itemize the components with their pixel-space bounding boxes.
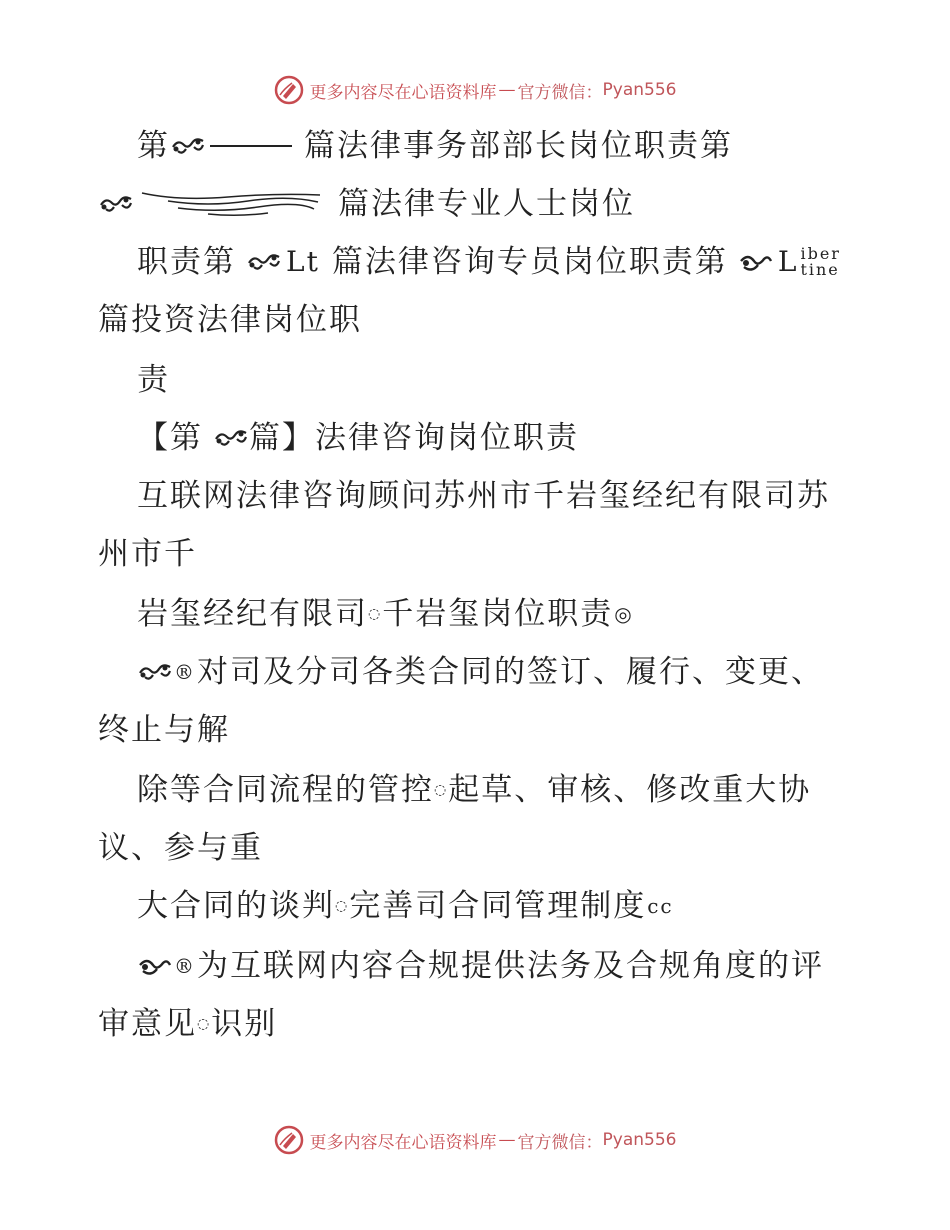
text-line bbox=[137, 946, 850, 986]
small-circle-icon: ◌ bbox=[197, 1016, 212, 1032]
small-circle-icon: ◌ bbox=[335, 898, 350, 914]
pen-logo-icon bbox=[274, 75, 304, 105]
text-line bbox=[98, 300, 850, 340]
text-line bbox=[137, 360, 850, 400]
watermark-account: Pyan556 bbox=[602, 80, 677, 100]
fleuron-ornament-icon bbox=[738, 249, 774, 275]
text-line bbox=[137, 594, 850, 634]
circled-mark-glyph: ® bbox=[174, 954, 196, 978]
text-fragment: 对司及分司各类合同的签订、履行、变更、 bbox=[197, 654, 824, 690]
circled-mark-glyph: ® bbox=[174, 660, 196, 684]
watermark-separator: — bbox=[498, 1130, 516, 1150]
text-fragment: 州市千 bbox=[98, 536, 197, 572]
text-fragment: 职责第 bbox=[137, 244, 236, 280]
ligature-bottom: tine bbox=[800, 260, 840, 279]
text-fragment: 千岩玺岗位职责 bbox=[382, 596, 614, 632]
pen-logo-icon bbox=[274, 1125, 304, 1155]
text-line bbox=[98, 1004, 850, 1044]
text-fragment: 为互联网内容合规提供法务及合规角度的评 bbox=[197, 948, 824, 984]
ligature-glyph: Lt bbox=[286, 245, 320, 278]
text-line bbox=[98, 534, 850, 574]
text-fragment: 大合同的谈判 bbox=[137, 888, 335, 924]
text-fragment: 【第 bbox=[137, 420, 203, 456]
watermark-top bbox=[0, 74, 950, 106]
watermark-brand: 更多内容尽在心语资料库 bbox=[309, 82, 497, 103]
ligature-top: iber bbox=[800, 244, 841, 263]
watermark-label: 官方微信： bbox=[517, 82, 603, 103]
text-fragment: 篇法律事务部部长岗位职责第 bbox=[304, 128, 733, 164]
text-line bbox=[137, 770, 850, 810]
text-fragment: 篇】法律咨询岗位职责 bbox=[249, 420, 579, 456]
text-fragment: 起草、审核、修改重大协 bbox=[448, 772, 812, 808]
text-fragment: 完善司合同管理制度 bbox=[349, 888, 647, 924]
fleuron-ornament-icon bbox=[246, 249, 282, 275]
text-fragment: 篇投资法律岗位职 bbox=[98, 302, 362, 338]
text-fragment: 岩玺经纪有限司 bbox=[137, 596, 368, 632]
text-line bbox=[137, 652, 850, 692]
wavy-lines-ornament-icon bbox=[138, 189, 324, 219]
text-fragment: 除等合同流程的管控 bbox=[137, 772, 434, 808]
fleuron-ornament-icon bbox=[137, 953, 173, 979]
text-line bbox=[137, 126, 850, 166]
text-line bbox=[98, 710, 850, 750]
fleuron-ornament-icon bbox=[137, 659, 173, 685]
ligature-glyph: L bbox=[777, 245, 799, 278]
circled-mark-glyph: cc bbox=[647, 894, 674, 918]
text-line bbox=[137, 242, 850, 282]
dash-rule bbox=[210, 145, 292, 147]
watermark-account: Pyan556 bbox=[602, 1130, 677, 1150]
text-fragment: 终止与解 bbox=[98, 712, 230, 748]
watermark-brand: 更多内容尽在心语资料库 bbox=[309, 1132, 497, 1153]
text-line bbox=[98, 184, 850, 224]
text-fragment: 责 bbox=[137, 362, 170, 398]
small-circle-icon: ◌ bbox=[434, 782, 449, 798]
watermark-bottom bbox=[0, 1124, 950, 1156]
text-line bbox=[137, 476, 850, 516]
watermark-label: 官方微信： bbox=[517, 1132, 603, 1153]
section-heading bbox=[137, 418, 850, 458]
text-fragment: 识别 bbox=[211, 1006, 278, 1042]
text-fragment: 篇法律专业人士岗位 bbox=[338, 186, 635, 222]
text-fragment: 审意见 bbox=[98, 1006, 197, 1042]
circle-glyph: ◎ bbox=[614, 602, 634, 626]
text-line bbox=[137, 886, 850, 926]
text-fragment: 篇法律咨询专员岗位职责第 bbox=[331, 244, 728, 280]
fleuron-ornament-icon bbox=[213, 425, 249, 451]
text-fragment: 互联网法律咨询顾问苏州市千岩玺经纪有限司苏 bbox=[137, 478, 830, 514]
text-fragment: 第 bbox=[137, 128, 170, 164]
text-fragment: 议、参与重 bbox=[98, 830, 263, 866]
text-line bbox=[98, 828, 850, 868]
fleuron-ornament-icon bbox=[170, 133, 206, 159]
fleuron-ornament-icon bbox=[98, 191, 134, 217]
small-circle-icon: ◌ bbox=[368, 606, 383, 622]
watermark-separator: — bbox=[498, 80, 516, 100]
ligature-stack bbox=[800, 246, 840, 278]
